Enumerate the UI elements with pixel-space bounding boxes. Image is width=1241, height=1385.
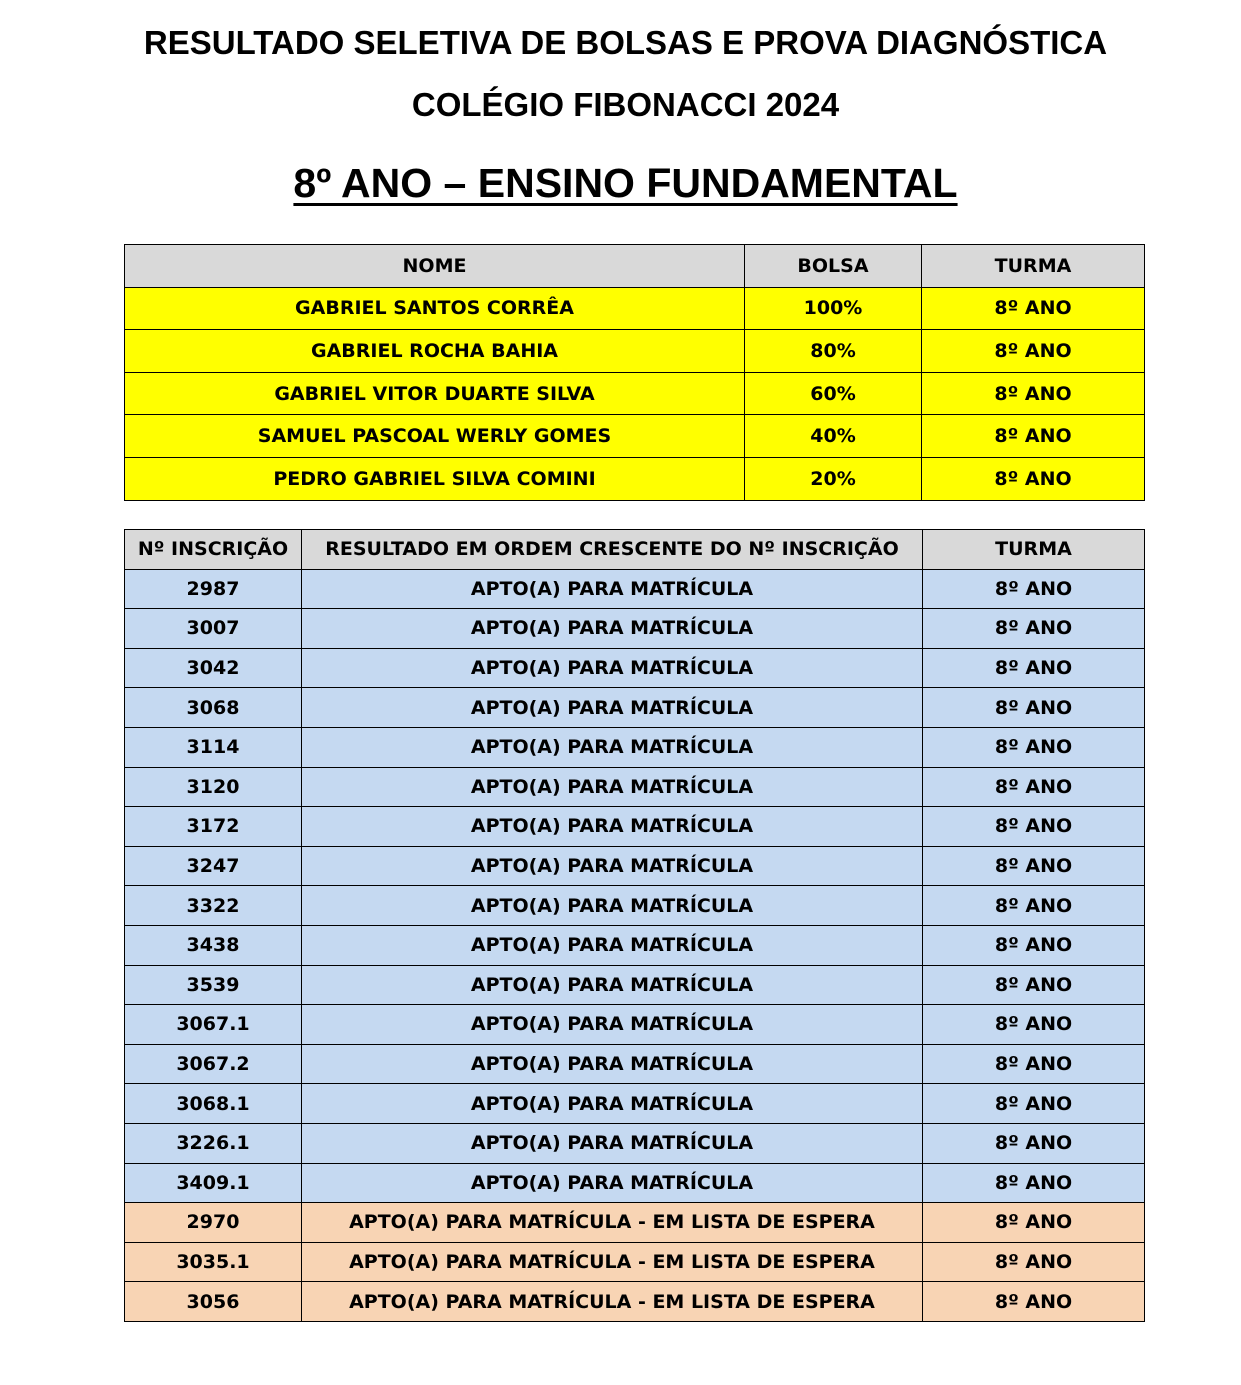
registration-number-cell: 3409.1 [125, 1163, 302, 1203]
student-name-cell: GABRIEL SANTOS CORRÊA [125, 287, 745, 330]
scholarship-percent-cell: 60% [745, 372, 922, 415]
scholarship-header-row [125, 245, 1145, 288]
registration-number-cell: 3247 [125, 846, 302, 886]
registration-number-cell: 3035.1 [125, 1242, 302, 1282]
table-row [125, 287, 1145, 330]
class-cell: 8º ANO [923, 648, 1145, 688]
class-cell: 8º ANO [923, 609, 1145, 649]
class-cell: 8º ANO [922, 457, 1145, 500]
table-row [125, 807, 1145, 847]
class-cell: 8º ANO [923, 925, 1145, 965]
table-row [125, 727, 1145, 767]
class-cell: 8º ANO [923, 886, 1145, 926]
class-cell: 8º ANO [922, 415, 1145, 458]
scholarship-percent-cell: 100% [745, 287, 922, 330]
class-cell: 8º ANO [922, 287, 1145, 330]
column-header-resultado: RESULTADO EM ORDEM CRESCENTE DO Nº INSCRIÇÃO [302, 530, 923, 570]
column-header-nome: NOME [125, 245, 745, 288]
class-cell: 8º ANO [923, 1163, 1145, 1203]
table-row [125, 1282, 1145, 1322]
scholarship-percent-cell: 40% [745, 415, 922, 458]
result-cell: APTO(A) PARA MATRÍCULA [302, 807, 923, 847]
registration-number-cell: 3322 [125, 886, 302, 926]
registration-number-cell: 3539 [125, 965, 302, 1005]
registration-number-cell: 3067.2 [125, 1044, 302, 1084]
table-row [125, 965, 1145, 1005]
student-name-cell: GABRIEL ROCHA BAHIA [125, 330, 745, 373]
table-row [125, 688, 1145, 728]
table-row [125, 1163, 1145, 1203]
result-cell: APTO(A) PARA MATRÍCULA [302, 886, 923, 926]
result-cell: APTO(A) PARA MATRÍCULA [302, 648, 923, 688]
column-header-inscricao: Nº INSCRIÇÃO [125, 530, 302, 570]
table-row [125, 415, 1145, 458]
registration-number-cell: 3438 [125, 925, 302, 965]
result-cell: APTO(A) PARA MATRÍCULA [302, 569, 923, 609]
class-cell: 8º ANO [922, 330, 1145, 373]
class-cell: 8º ANO [923, 1123, 1145, 1163]
scholarship-percent-cell: 80% [745, 330, 922, 373]
class-cell: 8º ANO [923, 727, 1145, 767]
registration-number-cell: 3007 [125, 609, 302, 649]
class-cell: 8º ANO [923, 767, 1145, 807]
class-cell: 8º ANO [923, 1242, 1145, 1282]
class-cell: 8º ANO [923, 1005, 1145, 1045]
result-cell: APTO(A) PARA MATRÍCULA [302, 609, 923, 649]
result-cell: APTO(A) PARA MATRÍCULA - EM LISTA DE ESPERA [302, 1282, 923, 1322]
table-row [125, 886, 1145, 926]
student-name-cell: GABRIEL VITOR DUARTE SILVA [125, 372, 745, 415]
table-row [125, 372, 1145, 415]
table-row [125, 767, 1145, 807]
registration-number-cell: 3056 [125, 1282, 302, 1322]
scholarship-percent-cell: 20% [745, 457, 922, 500]
registration-number-cell: 3068 [125, 688, 302, 728]
table-row [125, 1123, 1145, 1163]
table-row [125, 1044, 1145, 1084]
class-cell: 8º ANO [922, 372, 1145, 415]
result-cell: APTO(A) PARA MATRÍCULA [302, 1084, 923, 1124]
registration-number-cell: 3067.1 [125, 1005, 302, 1045]
registration-number-cell: 2970 [125, 1203, 302, 1243]
class-cell: 8º ANO [923, 965, 1145, 1005]
table-row [125, 457, 1145, 500]
registration-number-cell: 3120 [125, 767, 302, 807]
table-row [125, 1203, 1145, 1243]
registration-number-cell: 3068.1 [125, 1084, 302, 1124]
table-row [125, 648, 1145, 688]
class-cell: 8º ANO [923, 1203, 1145, 1243]
student-name-cell: SAMUEL PASCOAL WERLY GOMES [125, 415, 745, 458]
column-header-turma: TURMA [923, 530, 1145, 570]
result-cell: APTO(A) PARA MATRÍCULA [302, 767, 923, 807]
student-name-cell: PEDRO GABRIEL SILVA COMINI [125, 457, 745, 500]
class-cell: 8º ANO [923, 846, 1145, 886]
class-cell: 8º ANO [923, 1044, 1145, 1084]
registration-number-cell: 3226.1 [125, 1123, 302, 1163]
table-row [125, 569, 1145, 609]
class-cell: 8º ANO [923, 688, 1145, 728]
table-row [125, 1242, 1145, 1282]
result-cell: APTO(A) PARA MATRÍCULA [302, 688, 923, 728]
result-cell: APTO(A) PARA MATRÍCULA [302, 846, 923, 886]
table-row [125, 925, 1145, 965]
table-row [125, 1005, 1145, 1045]
registration-number-cell: 3172 [125, 807, 302, 847]
class-cell: 8º ANO [923, 807, 1145, 847]
document-title: RESULTADO SELETIVA DE BOLSAS E PROVA DIAGNÓSTICA [143, 24, 1108, 61]
class-cell: 8º ANO [923, 569, 1145, 609]
result-cell: APTO(A) PARA MATRÍCULA [302, 1163, 923, 1203]
table-row [125, 1084, 1145, 1124]
result-cell: APTO(A) PARA MATRÍCULA [302, 965, 923, 1005]
registration-number-cell: 3042 [125, 648, 302, 688]
results-table [124, 529, 1145, 1322]
school-name: COLÉGIO FIBONACCI 2024 [411, 86, 840, 123]
table-row [125, 846, 1145, 886]
class-cell: 8º ANO [923, 1282, 1145, 1322]
results-header-row [125, 530, 1145, 570]
registration-number-cell: 2987 [125, 569, 302, 609]
result-cell: APTO(A) PARA MATRÍCULA [302, 1044, 923, 1084]
registration-number-cell: 3114 [125, 727, 302, 767]
column-header-bolsa: BOLSA [745, 245, 922, 288]
result-cell: APTO(A) PARA MATRÍCULA - EM LISTA DE ESPERA [302, 1242, 923, 1282]
grade-subtitle: 8º ANO – ENSINO FUNDAMENTAL [293, 160, 958, 206]
table-row [125, 609, 1145, 649]
result-cell: APTO(A) PARA MATRÍCULA [302, 1123, 923, 1163]
column-header-turma: TURMA [922, 245, 1145, 288]
scholarship-table [124, 244, 1145, 501]
result-cell: APTO(A) PARA MATRÍCULA [302, 1005, 923, 1045]
result-cell: APTO(A) PARA MATRÍCULA [302, 727, 923, 767]
result-cell: APTO(A) PARA MATRÍCULA - EM LISTA DE ESPERA [302, 1203, 923, 1243]
class-cell: 8º ANO [923, 1084, 1145, 1124]
table-row [125, 330, 1145, 373]
result-cell: APTO(A) PARA MATRÍCULA [302, 925, 923, 965]
